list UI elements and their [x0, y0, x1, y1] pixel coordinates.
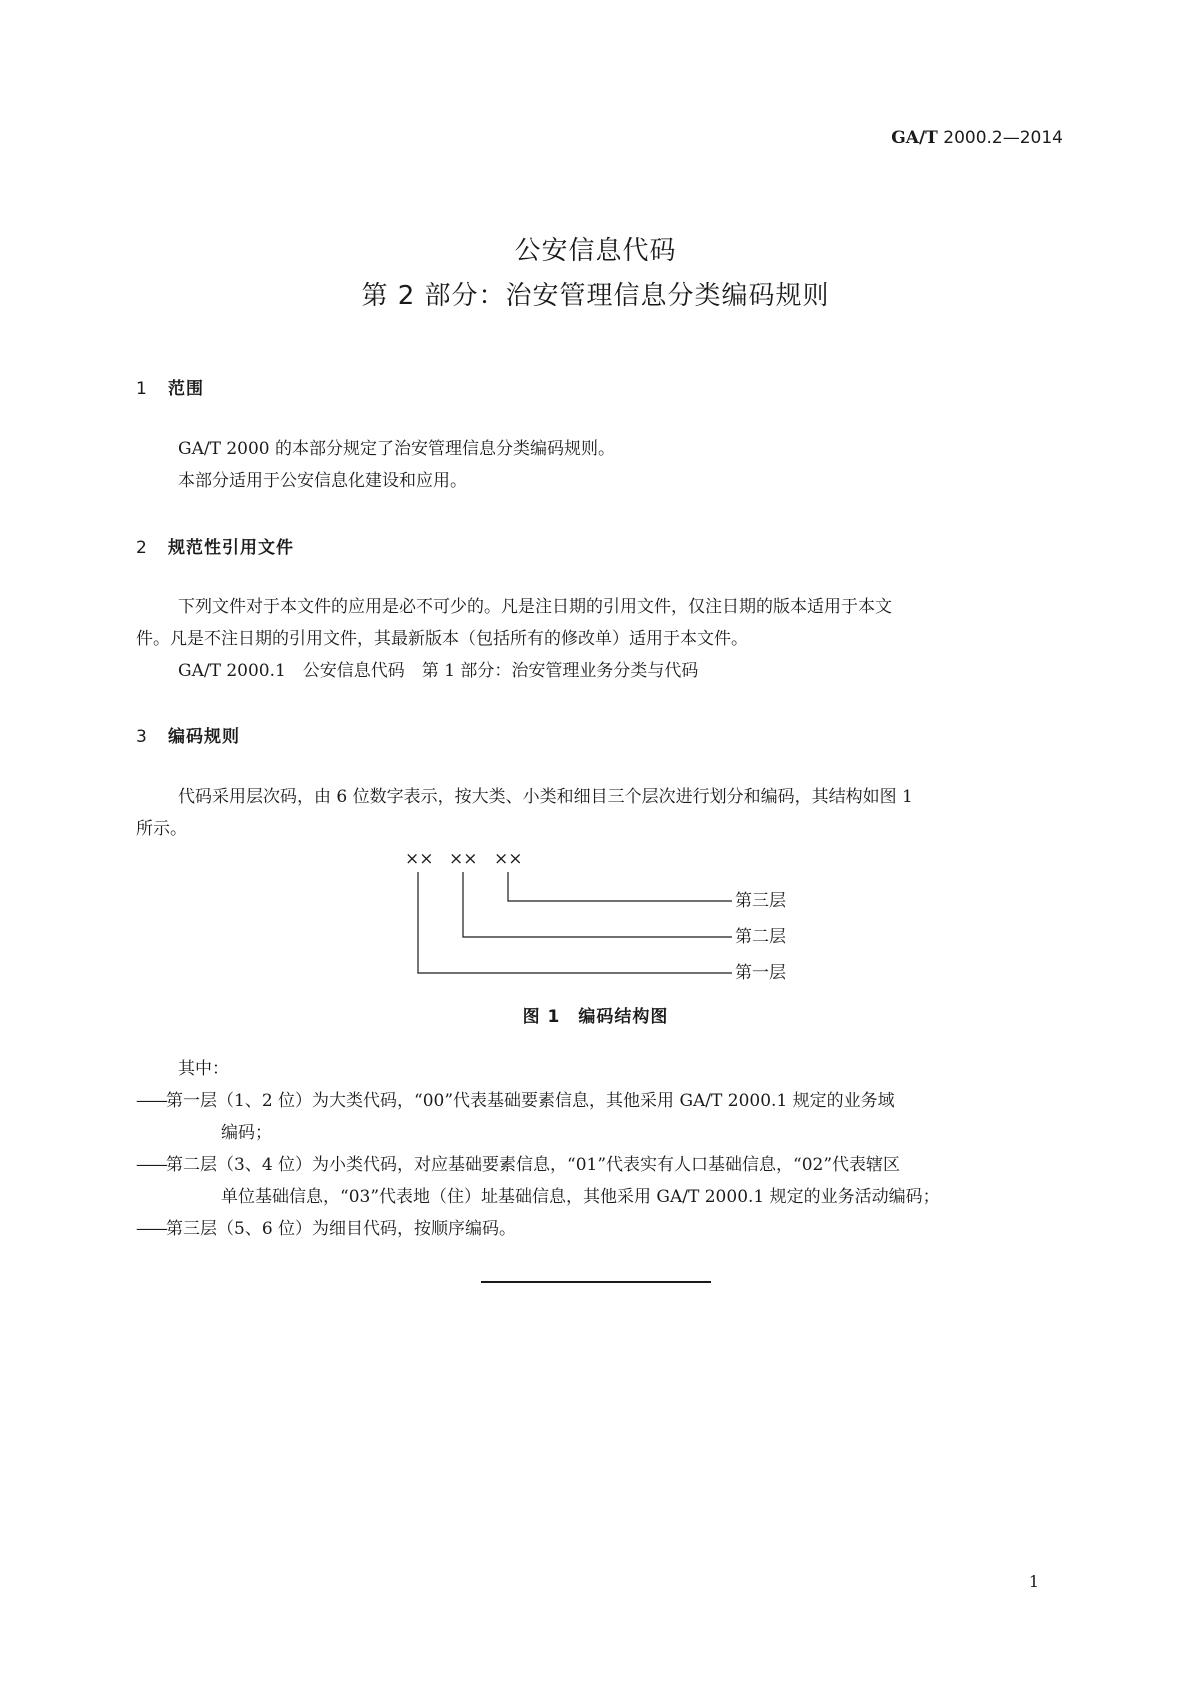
paragraph: GA/T 2000 的本部分规定了治安管理信息分类编码规则。 [178, 439, 615, 459]
figure-caption: 图 1 编码结构图 [522, 1007, 669, 1027]
code-group-third: ×× [494, 849, 523, 869]
list-item [136, 1149, 900, 1181]
page-number: 1 [1028, 1572, 1039, 1591]
connector-third-layer [508, 872, 732, 901]
dash-bullet: —— [136, 1091, 166, 1111]
list-item-text: 第二层（3、4 位）为小类代码，对应基础要素信息，“01”代表实有人口基础信息，“02”代表辖区 [166, 1155, 901, 1175]
list-item-continuation: 编码； [221, 1123, 272, 1143]
paragraph: 下列文件对于本文件的应用是必不可少的。凡是注日期的引用文件，仅注日期的版本适用于本文 [178, 597, 892, 617]
paragraph: 本部分适用于公安信息化建设和应用。 [178, 471, 467, 491]
label-second-layer: 第二层 [735, 927, 786, 947]
paragraph: 代码采用层次码，由 6 位数字表示，按大类、小类和细目三个层次进行划分和编码，其结构如图 1 [178, 787, 913, 807]
end-of-document-rule [481, 1281, 711, 1283]
reference-item: GA/T 2000.1 公安信息代码 第 1 部分：治安管理业务分类与代码 [178, 661, 699, 681]
paragraph: 所示。 [136, 819, 187, 839]
dash-bullet: —— [136, 1155, 166, 1175]
connector-second-layer [463, 872, 732, 937]
list-item-text: 第一层（1、2 位）为大类代码，“00”代表基础要素信息，其他采用 GA/T 2000.1 规定的业务域 [166, 1091, 895, 1111]
standard-code-number: 2000.2—2014 [943, 128, 1063, 148]
code-group-first: ×× [405, 849, 434, 869]
section-title: 规范性引用文件 [168, 538, 294, 558]
section-number: 2 [136, 538, 148, 558]
label-first-layer: 第一层 [735, 963, 786, 983]
section-number: 1 [136, 379, 148, 399]
document-title-line2: 第 2 部分：治安管理信息分类编码规则 [361, 281, 830, 311]
dash-bullet: —— [136, 1219, 166, 1239]
list-item-continuation: 单位基础信息，“03”代表地（住）址基础信息，其他采用 GA/T 2000.1 规定的业务活动编码； [221, 1187, 940, 1207]
label-third-layer: 第三层 [735, 891, 786, 911]
list-item-text: 第三层（5、6 位）为细目代码，按顺序编码。 [166, 1219, 517, 1239]
list-item [136, 1213, 516, 1245]
section-title: 编码规则 [168, 727, 240, 747]
code-group-second: ×× [449, 849, 478, 869]
standard-code-prefix: GA/T [891, 128, 938, 148]
notes-intro: 其中： [178, 1059, 229, 1079]
paragraph: 件。凡是不注日期的引用文件，其最新版本（包括所有的修改单）适用于本文件。 [136, 629, 748, 649]
section-number: 3 [136, 727, 148, 747]
connector-first-layer [418, 872, 732, 973]
document-title-line1: 公安信息代码 [514, 236, 677, 266]
section-title: 范围 [168, 379, 204, 399]
list-item [136, 1085, 895, 1117]
